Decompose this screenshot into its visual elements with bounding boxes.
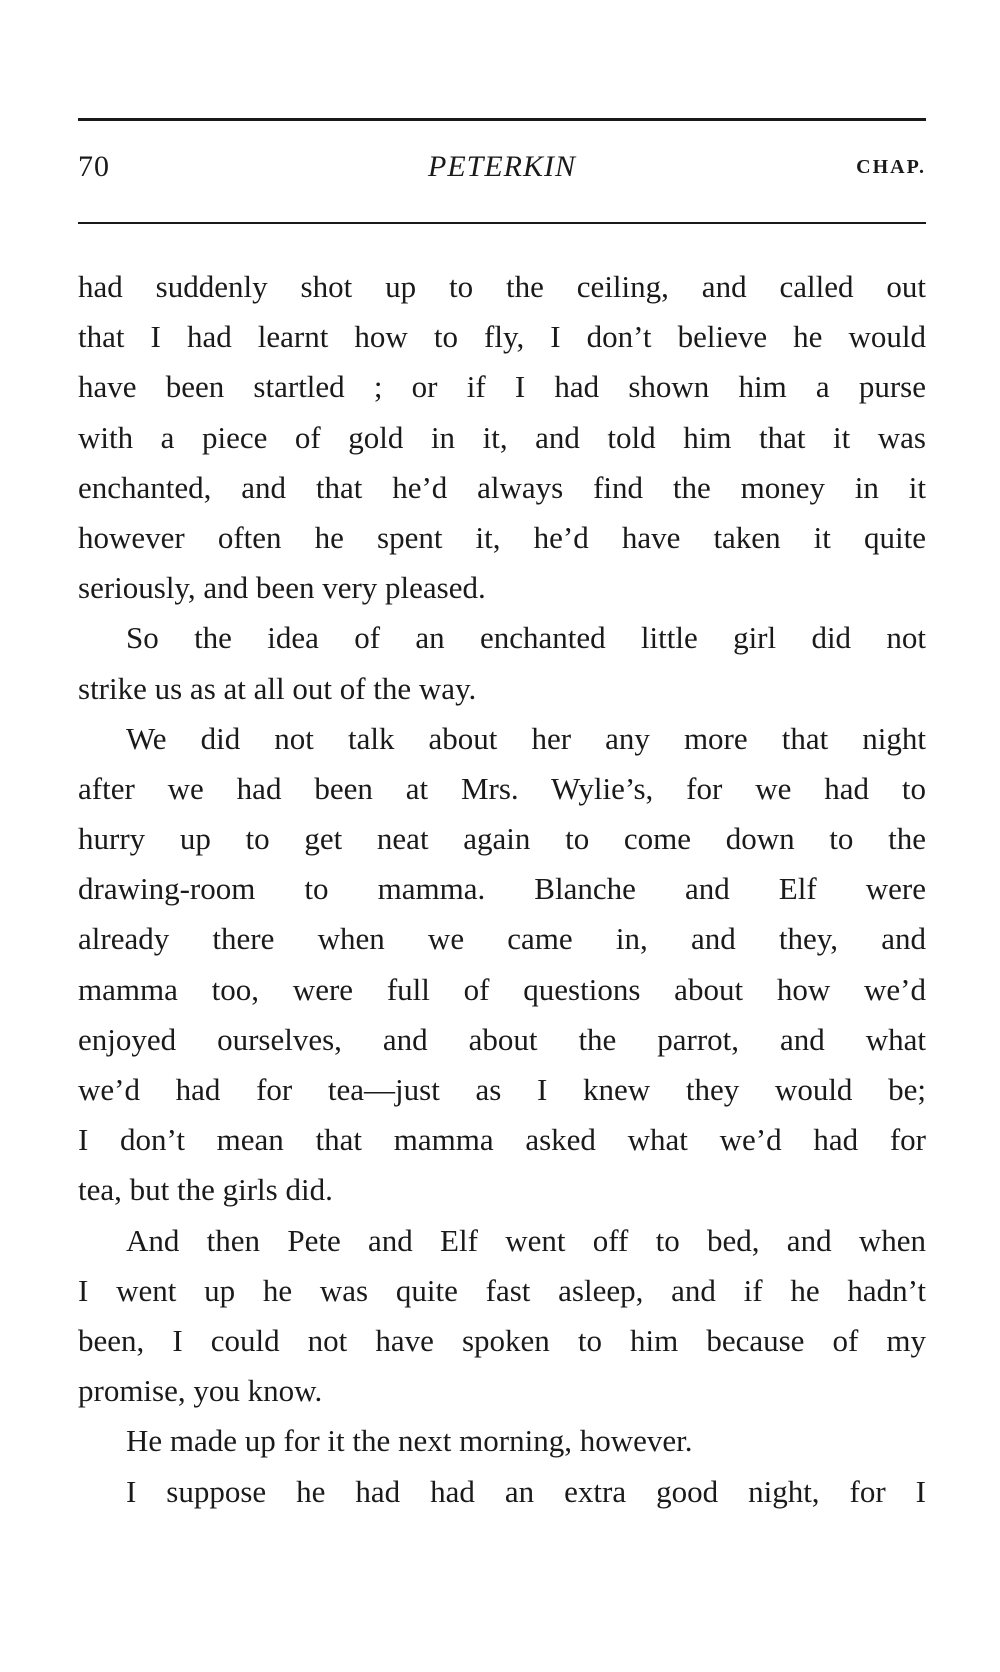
text-line: hurry up to get neat again to come down to the [78, 821, 926, 857]
running-head [78, 150, 926, 194]
text-line: had suddenly shot up to the ceiling, and called out [78, 269, 926, 304]
text-line: however often he spent it, he’d have taken it quite [78, 519, 926, 555]
text-line: promise, you know. [78, 1373, 323, 1409]
text-line: we’d had for tea—just as I knew they would be; [78, 1072, 926, 1107]
text-line: drawing-room to mamma. Blanche and Elf were [78, 871, 926, 907]
header-top-rule [78, 118, 926, 121]
text-line: with a piece of gold in it, and told him that it was [78, 419, 926, 455]
text-line: seriously, and been very pleased. [78, 570, 486, 606]
text-line: We did not talk about her any more that night [126, 720, 926, 756]
text-line: He made up for it the next morning, however. [126, 1423, 693, 1459]
text-line: I suppose he had had an extra good night, for I [126, 1473, 926, 1509]
text-line: after we had been at Mrs. Wylie’s, for we had to [78, 770, 926, 806]
text-line: already there when we came in, and they, and [78, 921, 926, 957]
text-line: enjoyed ourselves, and about the parrot, and what [78, 1021, 926, 1057]
running-title: PETERKIN [428, 150, 576, 183]
text-line: that I had learnt how to fly, I don’t believe he would [78, 319, 926, 355]
text-line: I don’t mean that mamma asked what we’d had for [78, 1122, 926, 1158]
body-text [78, 262, 926, 1517]
text-line: So the idea of an enchanted little girl did not [126, 620, 926, 656]
text-line: strike us as at all out of the way. [78, 670, 477, 706]
text-line: have been startled ; or if I had shown him a purse [78, 369, 926, 405]
text-line: And then Pete and Elf went off to bed, and when [126, 1222, 926, 1258]
text-line: mamma too, were full of questions about how we’d [78, 971, 926, 1007]
header-bottom-rule [78, 222, 926, 224]
chapter-label: CHAP. [856, 156, 926, 178]
text-line: I went up he was quite fast asleep, and if he hadn’t [78, 1272, 926, 1308]
text-line: been, I could not have spoken to him because of my [78, 1322, 926, 1358]
text-line: tea, but the girls did. [78, 1172, 333, 1208]
text-line: enchanted, and that he’d always find the money in it [78, 469, 926, 505]
page-number: 70 [78, 150, 110, 183]
